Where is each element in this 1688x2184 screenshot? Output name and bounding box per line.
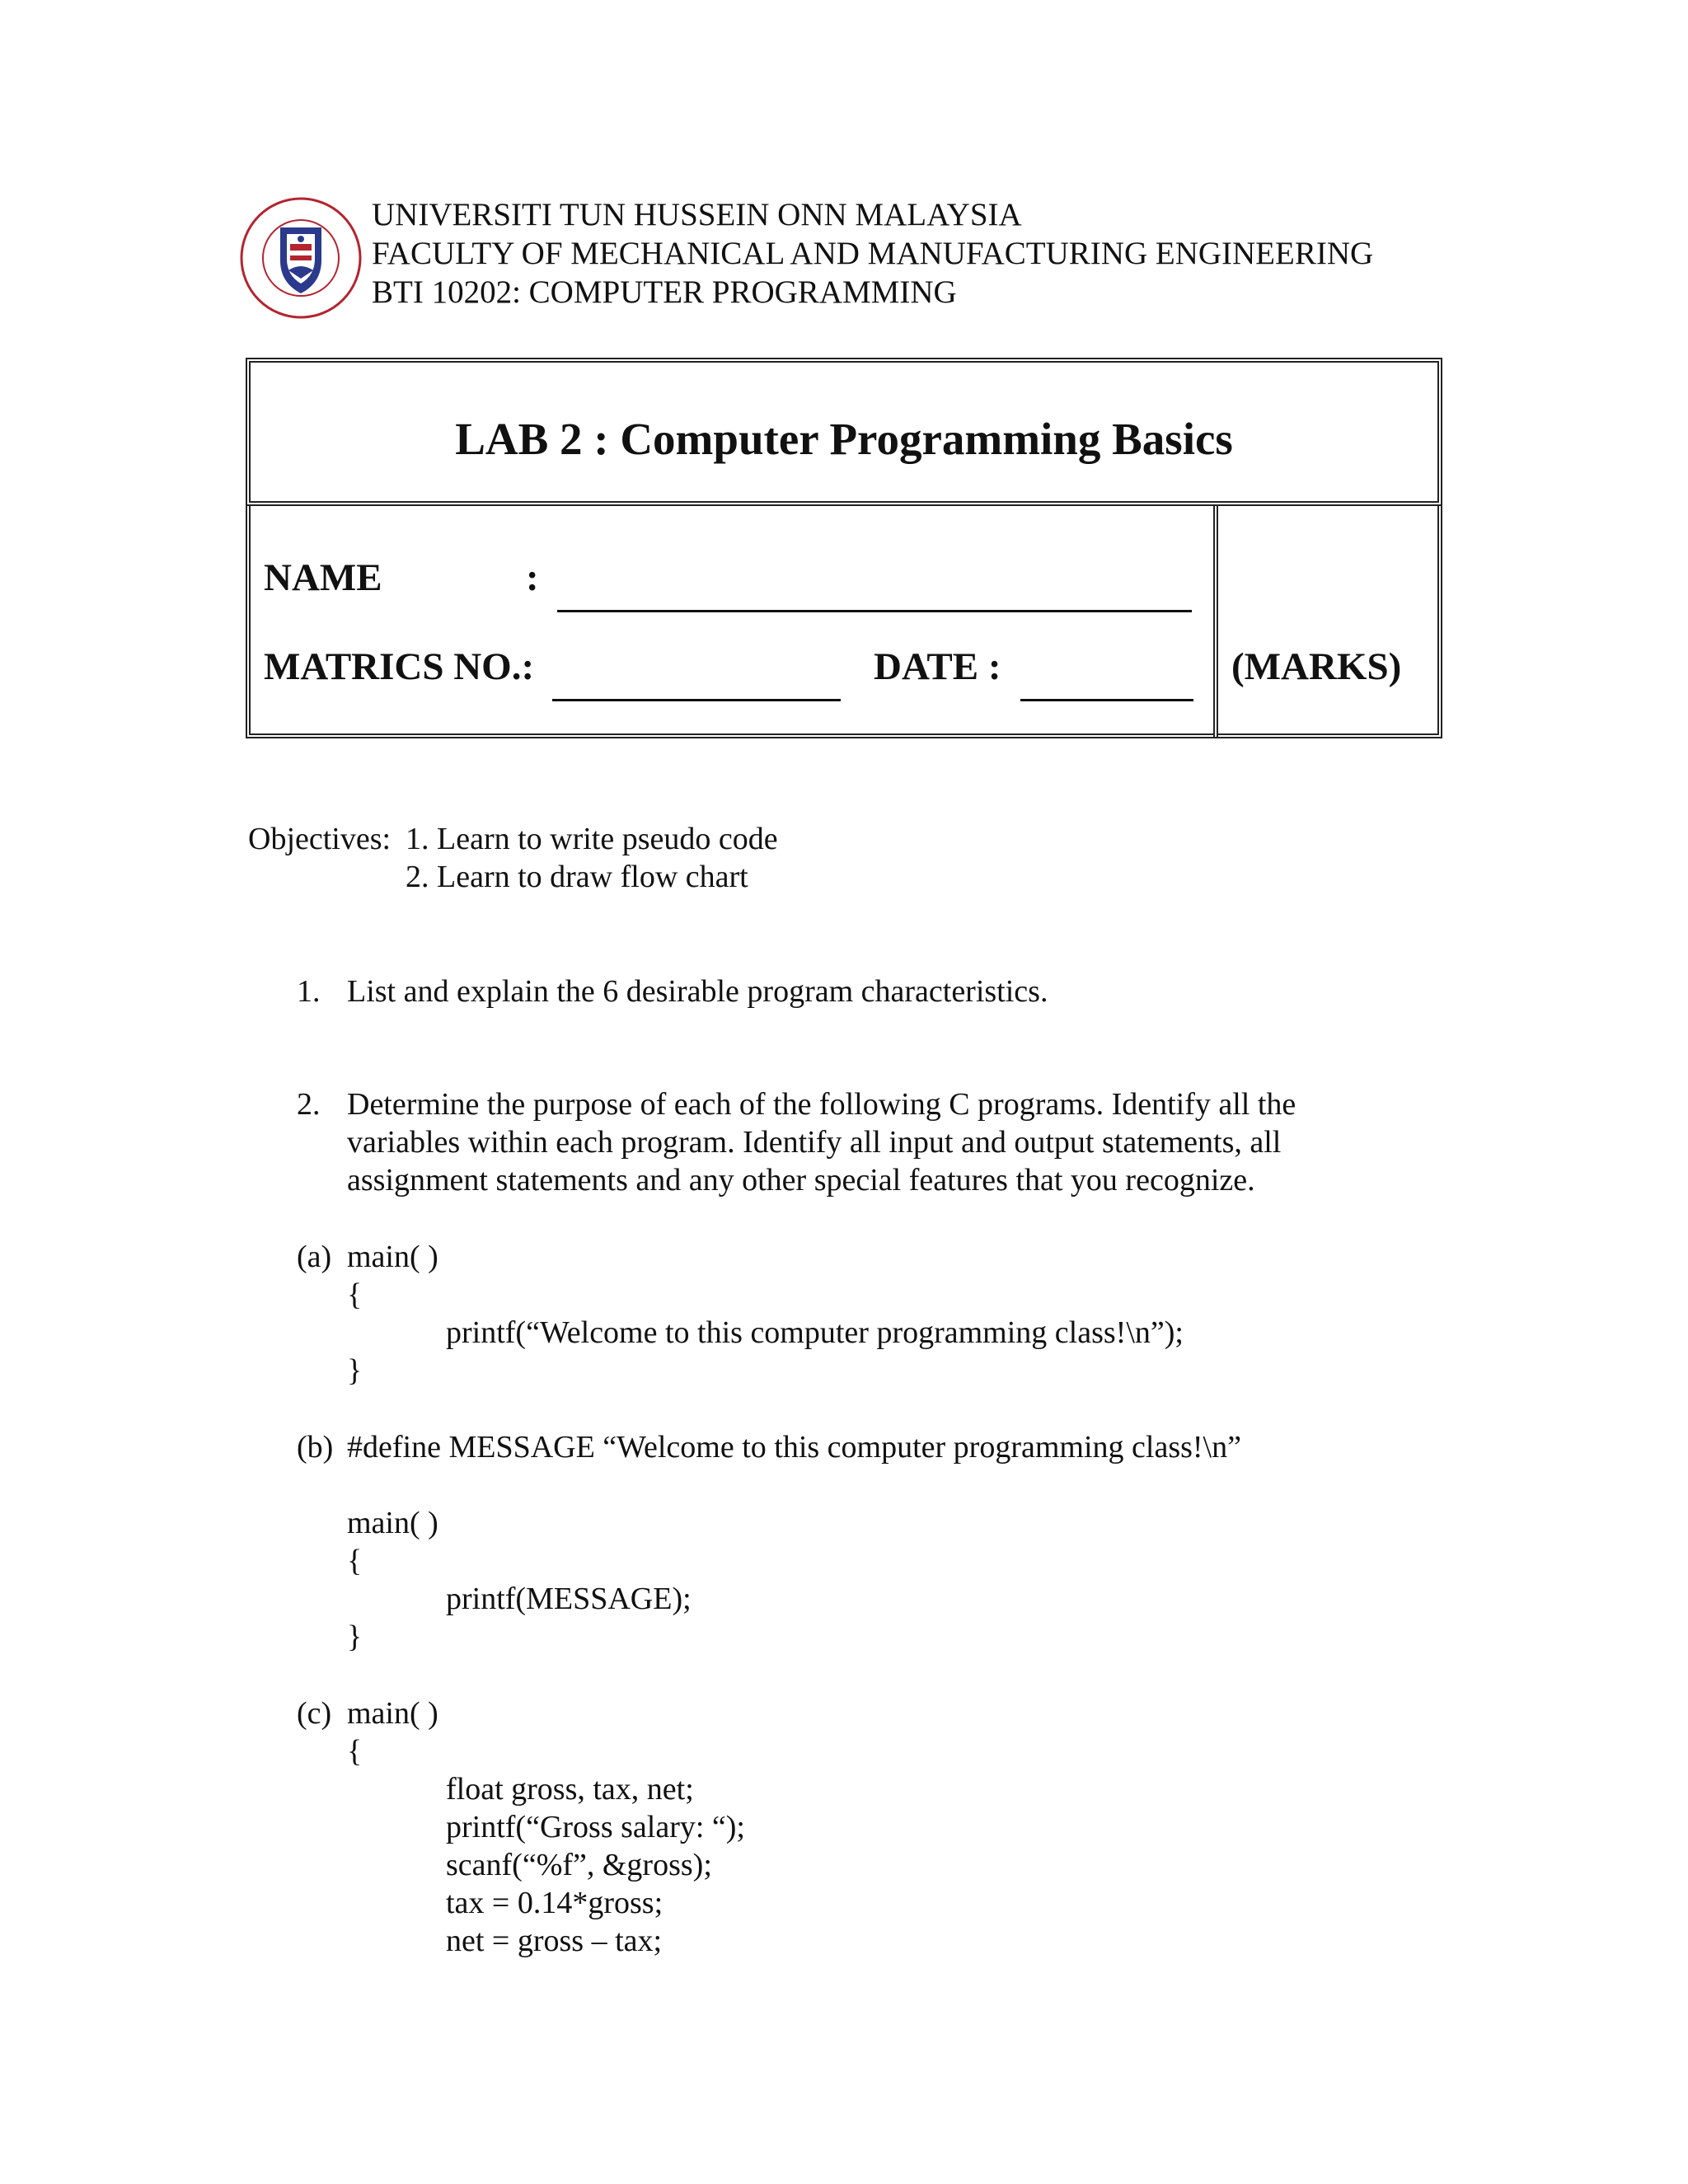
objective-item: 1. Learn to write pseudo code bbox=[406, 822, 778, 856]
university-name: UNIVERSITI TUN HUSSEIN ONN MALAYSIA bbox=[372, 197, 1022, 232]
code-line: } bbox=[347, 1353, 363, 1388]
matrics-underline bbox=[552, 661, 841, 701]
code-line: main( ) bbox=[347, 1696, 438, 1731]
marks-label: (MARKS) bbox=[1231, 645, 1402, 688]
code-line: float gross, tax, net; bbox=[446, 1772, 694, 1807]
code-line: { bbox=[347, 1277, 363, 1312]
name-field[interactable] bbox=[551, 557, 1185, 597]
name-label: NAME bbox=[264, 556, 382, 599]
title-box bbox=[246, 358, 1442, 506]
code-line: scanf(“%f”, &gross); bbox=[446, 1848, 712, 1882]
code-line: tax = 0.14*gross; bbox=[446, 1886, 663, 1920]
question-number: 1. bbox=[297, 974, 321, 1009]
date-label: DATE : bbox=[874, 645, 1001, 688]
code-line: net = gross – tax; bbox=[446, 1924, 663, 1958]
question-number: 2. bbox=[297, 1087, 321, 1122]
name-colon: : bbox=[526, 556, 539, 599]
name-underline bbox=[557, 572, 1192, 612]
question-2-line: Determine the purpose of each of the following C programs. Identify all the bbox=[347, 1087, 1296, 1122]
objectives-label: Objectives: bbox=[248, 822, 392, 856]
code-line: main( ) bbox=[347, 1506, 438, 1540]
course-code: BTI 10202: COMPUTER PROGRAMMING bbox=[372, 274, 957, 310]
matrics-field[interactable] bbox=[546, 646, 834, 686]
code-line: printf(“Welcome to this computer programming class!\n”); bbox=[446, 1315, 1184, 1350]
code-label: (a) bbox=[297, 1240, 332, 1274]
code-label: (b) bbox=[297, 1430, 334, 1465]
matrics-label: MATRICS NO.: bbox=[264, 645, 535, 688]
code-line: { bbox=[347, 1544, 363, 1578]
question-2-line: assignment statements and any other special features that you recognize. bbox=[347, 1163, 1255, 1197]
code-line: { bbox=[347, 1734, 363, 1769]
uthm-logo bbox=[239, 196, 363, 320]
code-line: printf(“Gross salary: “); bbox=[446, 1810, 745, 1844]
code-define: #define MESSAGE “Welcome to this computer programming class!\n” bbox=[347, 1430, 1241, 1465]
student-info-box bbox=[246, 506, 1218, 738]
faculty-name: FACULTY OF MECHANICAL AND MANUFACTURING ENGINEERING bbox=[372, 236, 1374, 271]
code-line: printf(MESSAGE); bbox=[446, 1582, 692, 1616]
date-field[interactable] bbox=[1014, 646, 1187, 686]
objective-item: 2. Learn to draw flow chart bbox=[406, 860, 748, 894]
question-1-text: List and explain the 6 desirable program characteristics. bbox=[347, 974, 1048, 1009]
date-underline bbox=[1020, 661, 1193, 701]
code-line: } bbox=[347, 1619, 363, 1654]
question-2-line: variables within each program. Identify all input and output statements, all bbox=[347, 1125, 1282, 1160]
code-label: (c) bbox=[297, 1696, 332, 1731]
code-line: main( ) bbox=[347, 1240, 438, 1274]
marks-box bbox=[1213, 506, 1442, 738]
lab-title: LAB 2 : Computer Programming Basics bbox=[455, 414, 1233, 464]
